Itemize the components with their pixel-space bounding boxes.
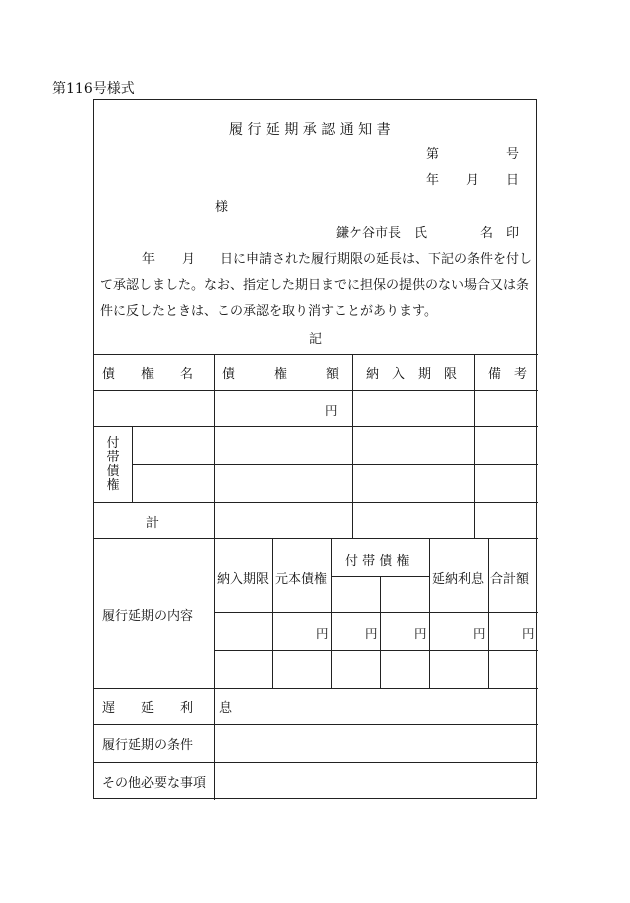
sub-ancillary-claim: 付 帯 債 権 [345,554,410,569]
form-number: 第116号様式 [52,81,135,97]
date-month: 月 [466,173,480,188]
yen-unit: 円 [325,403,338,418]
ancillary-claim-label: 付帯債権 [106,436,120,493]
date-year: 年 [426,173,440,188]
yen-unit: 円 [522,626,535,641]
body-text-2: て承認しました。なお、指定した期日までに担保の提供のない場合又は条 [100,278,530,293]
yen-unit: 円 [414,626,427,641]
header-claim-name: 債 権 名 [102,367,194,382]
yen-unit: 円 [473,626,486,641]
body-month: 月 [182,252,196,267]
yen-unit: 円 [365,626,378,641]
header-remarks: 備 考 [488,367,528,382]
notice-form [93,99,537,799]
form-title: 履 行 延 期 承 認 通 知 書 [229,122,391,138]
header-payment-deadline: 納 入 期 限 [366,367,458,382]
issuer-name: 名 [480,226,494,241]
yen-unit: 円 [316,626,329,641]
body-text-3: 件に反したときは、この承認を取り消すことがあります。 [100,304,437,319]
sub-principal-claim: 元本債権 [275,572,328,587]
ki-label: 記 [309,332,323,347]
addressee-suffix: 様 [215,200,229,215]
sub-deferred-interest: 延納利息 [432,572,485,587]
sub-payment-deadline: 納入期限 [217,572,270,587]
extension-conditions-label: 履行延期の条件 [102,738,194,753]
header-claim-amount: 債 権 額 [222,367,340,382]
issuer-title: 鎌ケ谷市長 氏 [336,226,428,241]
total-label: 計 [146,516,160,531]
sub-total-amount: 合計額 [490,572,530,587]
other-matters-label: その他必要な事項 [102,776,207,791]
late-interest-label: 遅 延 利 息 [102,701,233,716]
number-prefix: 第 [426,147,440,162]
seal-mark: 印 [506,226,520,241]
number-suffix: 号 [506,147,520,162]
extension-content-label: 履行延期の内容 [102,609,194,624]
body-text-1: 日に申請された履行期限の延長は、下記の条件を付し [220,252,533,267]
body-year: 年 [142,252,156,267]
date-day: 日 [506,173,520,188]
